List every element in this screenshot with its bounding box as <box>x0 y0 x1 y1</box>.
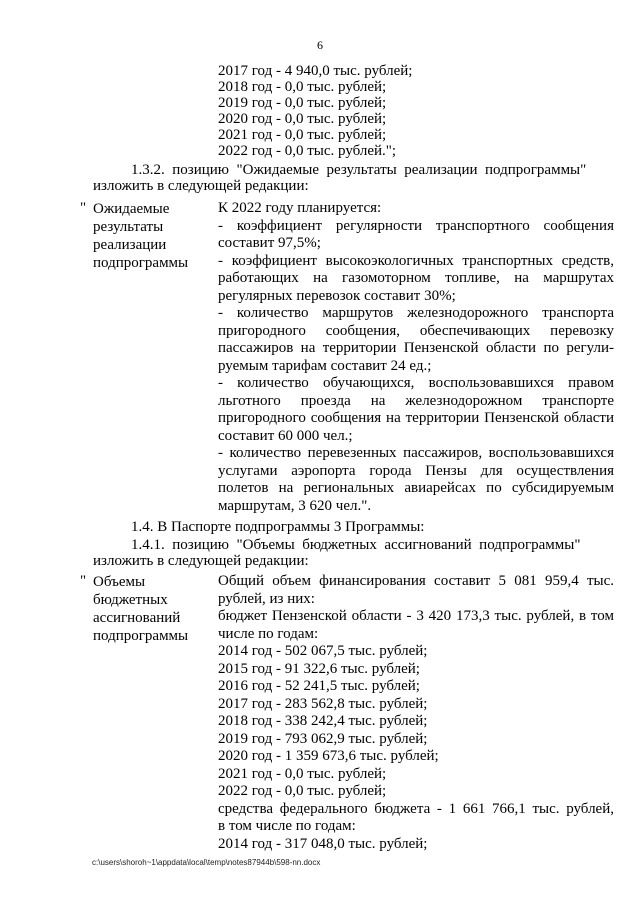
content-line: руемым тарифам составит 24 ед.; <box>218 357 432 374</box>
content-line: - количество маршрутов железнодорожного транспорта <box>218 305 614 321</box>
content-line: - коэффициент регулярности транспортного сообщения <box>218 217 614 234</box>
content-line: полетов на региональных авиарейсах по субсидируемым <box>218 480 614 496</box>
paragraph-line: 1.3.2. позицию "Ожидаемые результаты реализации подпрограммы" <box>131 162 587 178</box>
content-line: 2015 год - 91 322,6 тыс. рублей; <box>218 660 420 677</box>
content-line: бюджет Пензенской области - 3 420 173,3 тыс. рублей, в том <box>218 608 614 624</box>
continuation-line: 2018 год - 0,0 тыс. рублей; <box>218 79 387 95</box>
continuation-line: 2021 год - 0,0 тыс. рублей; <box>218 127 387 143</box>
label-line: бюджетных <box>93 592 168 608</box>
content-line: пассажиров на территории Пензенской области по регули- <box>218 340 614 356</box>
continuation-line: 2022 год - 0,0 тыс. рублей."; <box>218 143 397 159</box>
open-quote: " <box>80 573 87 589</box>
continuation-line: 2019 год - 0,0 тыс. рублей; <box>218 95 387 111</box>
content-line: - количество перевезенных пассажиров, воспользовавшихся <box>218 445 614 461</box>
paragraph-line: 1.4.1. позицию "Объемы бюджетных ассигнований подпрограммы" <box>131 537 581 553</box>
label-line: подпрограммы <box>93 255 189 271</box>
label-line: Объемы <box>93 574 146 590</box>
content-line: 2021 год - 0,0 тыс. рублей; <box>218 765 387 782</box>
content-line: в том числе по годам: <box>218 818 356 834</box>
footer-file-path: c:\users\shoroh~1\appdata\local\temp\notes87944b\598-nn.docx <box>92 858 321 867</box>
content-line: маршрутам, 3 620 чел.". <box>218 497 372 514</box>
content-line: - коэффициент высокоэкологичных транспортных средств, <box>218 252 614 269</box>
continuation-line: 2020 год - 0,0 тыс. рублей; <box>218 111 387 127</box>
paragraph-line: изложить в следующей редакции: <box>93 178 309 194</box>
content-line: составит 60 000 чел.; <box>218 427 353 444</box>
content-line: регулярных перевозок составит 30%; <box>218 287 456 304</box>
paragraph-line: 1.4. В Паспорте подпрограммы 3 Программы: <box>131 519 425 535</box>
content-line: рублей, из них: <box>218 590 315 607</box>
continuation-list <box>218 63 412 159</box>
content-line: 2014 год - 502 067,5 тыс. рублей; <box>218 643 428 659</box>
content-line: 2017 год - 283 562,8 тыс. рублей; <box>218 695 428 712</box>
content-line: услугами аэропорта города Пензы для осуществления <box>218 462 614 479</box>
paragraph-1-4 <box>93 519 613 535</box>
content-line: 2018 год - 338 242,4 тыс. рублей; <box>218 713 428 729</box>
content-line: К 2022 году планируется: <box>218 200 382 216</box>
continuation-line: 2017 год - 4 940,0 тыс. рублей; <box>218 63 413 79</box>
content-line: пригородного сообщения, обеспечивающих перевозку <box>218 322 614 339</box>
content-line: 2014 год - 317 048,0 тыс. рублей; <box>218 835 428 852</box>
results-content <box>218 200 614 515</box>
content-line: 2022 год - 0,0 тыс. рублей; <box>218 783 387 799</box>
label-line: ассигнований <box>93 610 181 626</box>
content-line: составит 97,5%; <box>218 235 321 251</box>
paragraph-1-4-1 <box>93 537 613 569</box>
budget-content <box>218 573 614 853</box>
content-line: - количество обучающихся, воспользовавшихся правом <box>218 375 614 391</box>
label-line: Ожидаемые <box>93 201 170 217</box>
results-label <box>93 200 208 272</box>
content-line: 2020 год - 1 359 673,6 тыс. рублей; <box>218 748 439 764</box>
label-line: реализации <box>93 237 167 253</box>
content-line: работающих на газомоторном топливе, на маршрутах <box>218 270 614 286</box>
label-line: результаты <box>93 219 164 235</box>
open-quote: " <box>80 200 87 216</box>
content-line: пригородного сообщения на территории Пензенской области <box>218 410 614 426</box>
paragraph-line: изложить в следующей редакции: <box>93 553 309 569</box>
content-line: льготного проезда на железнодорожном транспорте <box>218 392 614 409</box>
content-line: средства федерального бюджета - 1 661 766,1 тыс. рублей, <box>218 800 614 817</box>
content-line: числе по годам: <box>218 625 319 642</box>
content-line: 2016 год - 52 241,5 тыс. рублей; <box>218 678 420 694</box>
paragraph-1-3-2 <box>93 162 613 194</box>
page-number: 6 <box>317 38 323 52</box>
content-line: 2019 год - 793 062,9 тыс. рублей; <box>218 730 428 747</box>
budget-label <box>93 573 208 645</box>
content-line: Общий объем финансирования составит 5 081 959,4 тыс. <box>218 573 614 589</box>
label-line: подпрограммы <box>93 628 189 644</box>
